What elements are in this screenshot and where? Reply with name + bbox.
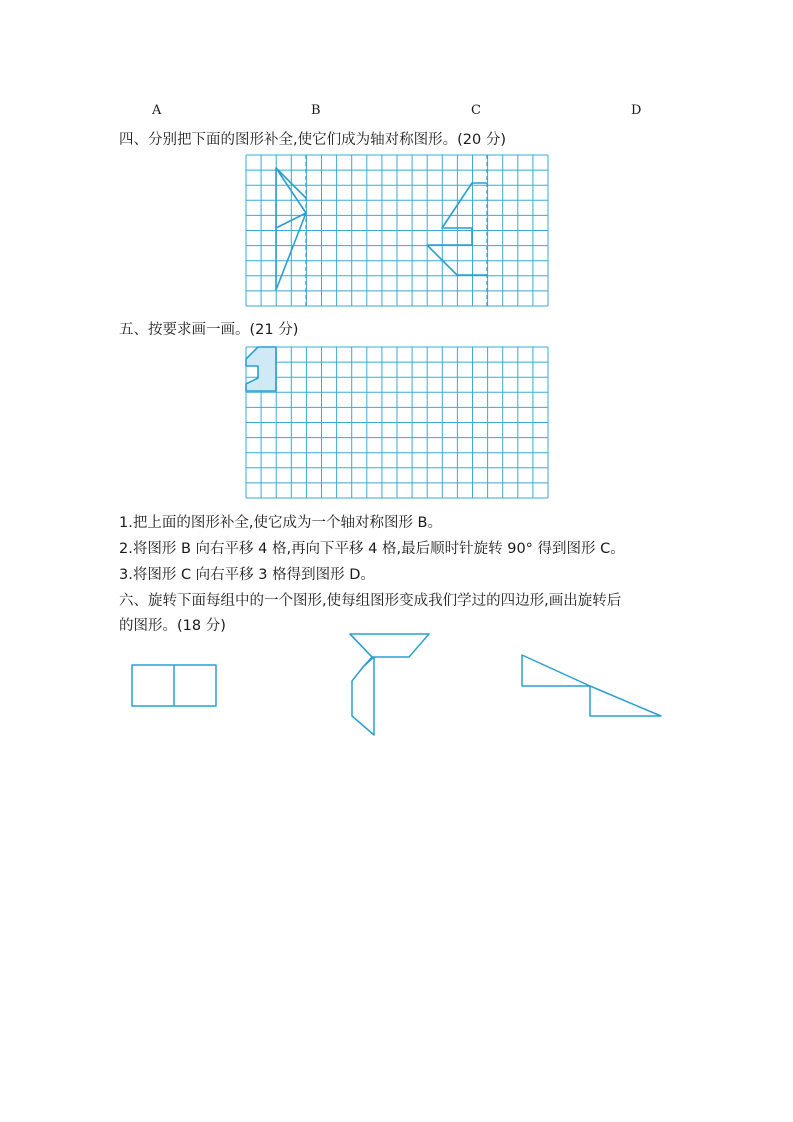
hexagon-bottom [350, 634, 374, 735]
section5-heading: 五、按要求画一画。(21 分) [119, 322, 299, 338]
option-c-label: C [471, 103, 481, 118]
triangle-right [590, 686, 661, 716]
option-b-label: B [311, 103, 321, 118]
step-1-text: 1.把上面的图形补全,使它成为一个轴对称图形 B。 [119, 515, 442, 531]
triangle-left [522, 655, 590, 686]
section6-heading-line1: 六、旋转下面每组中的一个图形,使每组图形变成我们学过的四边形,画出旋转后 [119, 593, 622, 609]
section6-heading-line2: 的图形。(18 分) [119, 618, 226, 634]
option-d-label: D [631, 103, 642, 118]
grid-section5 [246, 347, 548, 498]
step-2-text: 2.将图形 B 向右平移 4 格,再向下平移 4 格,最后顺时针旋转 90° 得到图形 C。 [119, 541, 625, 557]
half-figure-b [246, 347, 276, 391]
step-3-text: 3.将图形 C 向右平移 3 格得到图形 D。 [119, 567, 375, 583]
grid-section4 [246, 155, 548, 306]
option-a-label: A [152, 103, 162, 118]
hexagon-inner-edge [363, 657, 374, 667]
section6-figures [132, 634, 661, 735]
section4-heading: 四、分别把下面的图形补全,使它们成为轴对称图形。(20 分) [119, 132, 506, 148]
section5-figure [246, 347, 276, 391]
